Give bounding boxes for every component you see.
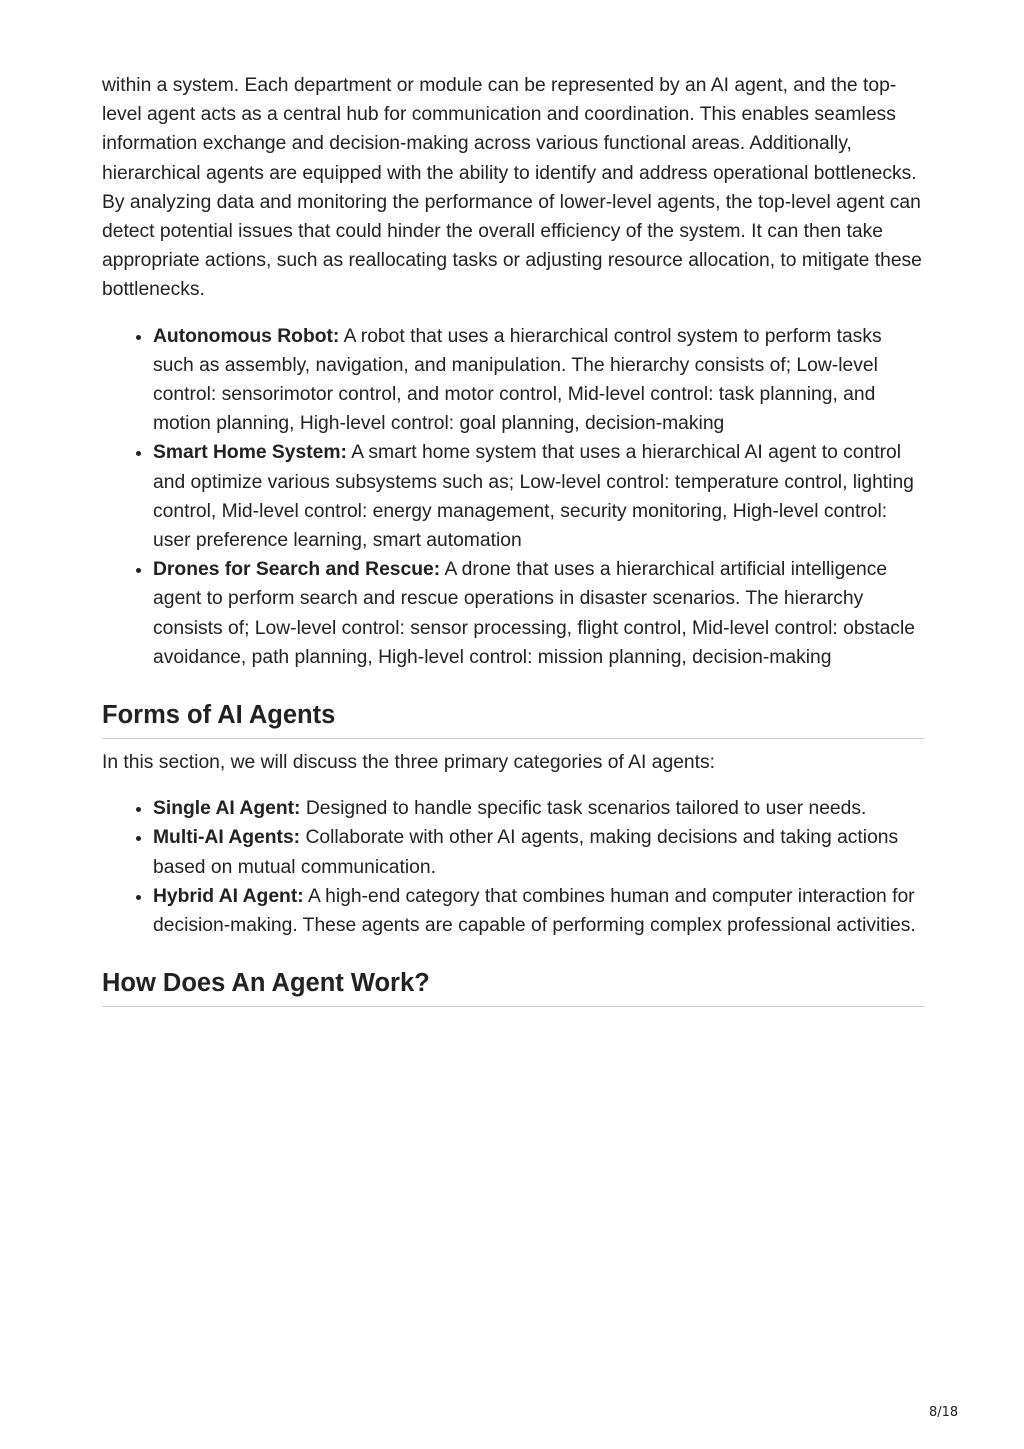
list-item-term: Drones for Search and Rescue:: [153, 559, 441, 581]
examples-list: [102, 322, 924, 672]
list-item: [153, 322, 924, 439]
list-item-text: A smart home system that uses a hierarchical AI agent to control and optimize various subsystems such as; Low-level control: temperature control, lighting control, Mid-level control: energy management, security monitoring, High-level control: user preference learning, smart automation: [153, 442, 914, 552]
section-heading-how: How Does An Agent Work?: [102, 967, 924, 1007]
list-item-term: Autonomous Robot:: [153, 325, 340, 347]
list-item: [153, 794, 924, 823]
list-item-term: Single AI Agent:: [153, 798, 301, 820]
list-item-term: Hybrid AI Agent:: [153, 885, 304, 907]
forms-list: [102, 794, 924, 940]
list-item-term: Smart Home System:: [153, 442, 347, 464]
intro-paragraph: within a system. Each department or module can be represented by an AI agent, and the top-level agent acts as a central hub for communication and coordination. This enables seamless information exchange and decision-making across various functional areas. Additionally, hierarchical agents are equipped with the ability to identify and address operational bottlenecks. By analyzing data and monitoring the performance of lower-level agents, the top-level agent can detect potential issues that could hinder the overall efficiency of the system. It can then take appropriate actions, such as reallocating tasks or adjusting resource allocation, to mitigate these bottlenecks.: [102, 75, 922, 301]
list-item-term: Multi-AI Agents:: [153, 827, 301, 849]
section-intro-forms: In this section, we will discuss the three primary categories of AI agents:: [102, 752, 715, 774]
list-item-text: A high-end category that combines human and computer interaction for decision-making. These agents are capable of performing complex professional activities.: [153, 885, 916, 937]
list-item-text: A drone that uses a hierarchical artificial intelligence agent to perform search and rescue operations in disaster scenarios. The hierarchy consists of; Low-level control: sensor processing, flight control, Mid-level control: obstacle avoidance, path planning, High-level control: mission planning, decision-making: [153, 559, 915, 668]
list-item: [153, 438, 924, 555]
list-item-text: A robot that uses a hierarchical control system to perform tasks such as assembly, navigation, and manipulation. The hierarchy consists of; Low-level control: sensorimotor control, and motor control, Mid-level control: task planning, and motion planning, High-level control: goal planning, decision-making: [153, 325, 882, 435]
list-item-text: Designed to handle specific task scenarios tailored to user needs.: [300, 798, 867, 820]
section-heading-forms: Forms of AI Agents: [102, 699, 924, 739]
list-item-text: Collaborate with other AI agents, making decisions and taking actions based on mutual communication.: [153, 827, 899, 878]
page-number: 8/18: [929, 1405, 959, 1420]
list-item: [153, 882, 924, 940]
list-item: [153, 823, 924, 881]
article-content: [102, 71, 924, 1007]
list-item: [153, 555, 924, 672]
